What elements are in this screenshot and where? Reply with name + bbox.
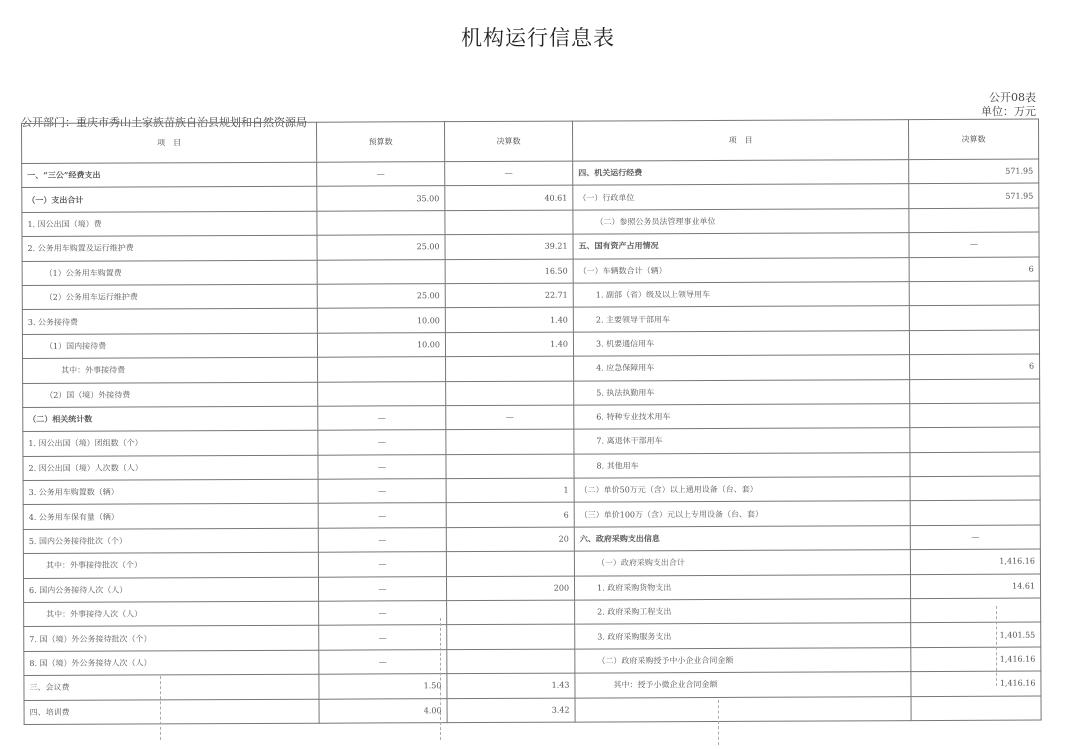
right-final-cell [909, 281, 1039, 306]
right-item-cell: 3. 机要通信用车 [573, 330, 909, 356]
left-final-cell [447, 625, 575, 650]
left-item-cell: 四、培训费 [24, 699, 319, 725]
department-label: 公开部门：重庆市秀山土家族苗族自治县规划和自然资源局 [21, 116, 307, 129]
right-item-cell: 六、政府采购支出信息 [574, 525, 910, 551]
right-final-cell: 14.61 [910, 574, 1040, 599]
left-budget-cell: 1.50 [319, 674, 447, 699]
right-final-cell: 1,416.16 [911, 647, 1041, 672]
header-left-item: 项 目 [22, 122, 317, 163]
right-item-cell: （一）车辆数合计（辆） [573, 257, 909, 283]
right-item-cell: （一）政府采购支出合计 [574, 550, 910, 576]
header-right-final: 决算数 [908, 119, 1038, 160]
left-final-cell: 16.50 [445, 259, 573, 284]
right-item-cell: （一）行政单位 [573, 184, 909, 210]
left-item-cell: （二）相关统计数 [23, 406, 318, 432]
left-item-cell: （1）公务用车购置费 [22, 260, 317, 286]
left-final-cell [445, 210, 573, 235]
left-item-cell: 2. 公务用车购置及运行维护费 [22, 235, 317, 261]
right-item-cell: （三）单价100万（含）元以上专用设备（台、套） [574, 501, 910, 527]
left-budget-cell: — [317, 162, 445, 187]
left-budget-cell: — [318, 406, 446, 431]
right-final-cell: 571.95 [909, 159, 1039, 184]
left-budget-cell: — [318, 552, 446, 577]
left-budget-cell: 10.00 [317, 332, 445, 357]
left-final-cell: — [446, 405, 574, 430]
left-final-cell: — [445, 161, 573, 186]
right-item-cell: （二）参照公务员法管理事业单位 [573, 208, 909, 234]
left-item-cell: （一）支出合计 [22, 187, 317, 213]
scan-mark [160, 676, 162, 740]
left-item-cell: （1）国内接待费 [22, 333, 317, 359]
left-budget-cell: — [318, 454, 446, 479]
left-item-cell: 7. 国（境）外公务接待批次（个） [24, 626, 319, 652]
left-final-cell: 1.43 [447, 673, 575, 698]
left-budget-cell [318, 357, 446, 382]
right-final-cell: 1,416.16 [911, 671, 1041, 696]
left-budget-cell: — [319, 601, 447, 626]
right-item-cell: 四、机关运行经费 [573, 160, 909, 186]
left-final-cell: 1.40 [445, 307, 573, 332]
right-final-cell [910, 427, 1040, 452]
left-budget-cell: 35.00 [317, 186, 445, 211]
left-budget-cell: — [319, 625, 447, 650]
right-final-cell [910, 476, 1040, 501]
left-budget-cell: — [318, 528, 446, 553]
left-budget-cell: — [318, 430, 446, 455]
header-final: 决算数 [444, 121, 572, 162]
header-right-item: 项 目 [572, 120, 908, 161]
left-item-cell: 2. 因公出国（境）人次数（人） [23, 455, 318, 481]
left-final-cell [446, 429, 574, 454]
left-final-cell: 40.61 [445, 185, 573, 210]
left-item-cell: 4. 公务用车保有量（辆） [23, 504, 318, 530]
left-item-cell: 8. 国（境）外公务接待人次（人） [24, 650, 319, 676]
scan-mark [718, 700, 720, 745]
left-budget-cell [317, 210, 445, 235]
left-item-cell: （2）公务用车运行维护费 [22, 284, 317, 310]
page-title: 机构运行信息表 [461, 26, 615, 50]
left-item-cell: 其中：外事接待批次（个） [23, 552, 318, 578]
right-item-cell: 1. 副部（省）级及以上领导用车 [573, 282, 909, 308]
left-final-cell [446, 381, 574, 406]
left-budget-cell: — [318, 479, 446, 504]
form-code: 公开08表 [989, 91, 1036, 104]
right-item-cell: 3. 政府采购服务支出 [575, 623, 911, 649]
right-final-cell: 6 [909, 257, 1039, 282]
left-budget-cell: 4.00 [319, 698, 447, 723]
right-final-cell [910, 379, 1040, 404]
left-item-cell: 一、“三公”经费支出 [22, 162, 317, 188]
left-budget-cell: 10.00 [317, 308, 445, 333]
right-item-cell: 其中：授予小微企业合同金额 [575, 672, 911, 698]
right-final-cell: 571.95 [909, 183, 1039, 208]
left-budget-cell: 25.00 [317, 284, 445, 309]
right-item-cell [575, 696, 911, 722]
left-item-cell: 1. 因公出国（境）费 [22, 211, 317, 237]
right-item-cell: 5. 执法执勤用车 [574, 379, 910, 405]
right-final-cell: 1,401.55 [911, 622, 1041, 647]
right-final-cell: — [909, 232, 1039, 257]
right-item-cell: 7. 离退休干部用车 [574, 428, 910, 454]
right-item-cell: 1. 政府采购货物支出 [574, 574, 910, 600]
right-item-cell: （二）单价50万元（含）以上通用设备（台、套） [574, 477, 910, 503]
right-final-cell: 6 [910, 354, 1040, 379]
right-final-cell: — [910, 525, 1040, 550]
left-final-cell [446, 551, 574, 576]
right-final-cell [909, 330, 1039, 355]
left-final-cell [446, 454, 574, 479]
left-item-cell: 6. 国内公务接待人次（人） [23, 577, 318, 603]
left-final-cell: 1 [446, 478, 574, 503]
scan-mark [996, 606, 998, 686]
left-budget-cell: — [319, 649, 447, 674]
left-item-cell: 3. 公务用车购置数（辆） [23, 479, 318, 505]
left-final-cell: 6 [446, 503, 574, 528]
header-budget: 预算数 [316, 122, 444, 163]
right-item-cell: 2. 政府采购工程支出 [575, 599, 911, 625]
left-final-cell: 1.40 [445, 332, 573, 357]
left-item-cell: 5. 国内公务接待批次（个） [23, 528, 318, 554]
right-final-cell: 1,416.16 [910, 549, 1040, 574]
left-item-cell: 其中：外事接待费 [23, 357, 318, 383]
left-budget-cell: 25.00 [317, 235, 445, 260]
right-item-cell: 6. 特种专业技术用车 [574, 404, 910, 430]
right-final-cell [909, 305, 1039, 330]
left-final-cell [447, 600, 575, 625]
right-item-cell: 五、国有资产占用情况 [573, 233, 909, 259]
info-table [21, 119, 1042, 725]
right-final-cell [910, 501, 1040, 526]
left-item-cell: （2）国（境）外接待费 [23, 382, 318, 408]
left-budget-cell: — [318, 576, 446, 601]
left-item-cell: 3. 公务接待费 [22, 309, 317, 335]
table-header-row [22, 119, 1039, 163]
table-row [24, 696, 1041, 725]
right-item-cell: 8. 其他用车 [574, 452, 910, 478]
left-budget-cell: — [318, 503, 446, 528]
right-final-cell [911, 598, 1041, 623]
right-final-cell [911, 696, 1041, 721]
right-item-cell: 2. 主要领导干部用车 [573, 306, 909, 332]
right-final-cell [909, 208, 1039, 233]
left-item-cell: 其中：外事接待人次（人） [24, 601, 319, 627]
right-item-cell: （二）政府采购授予中小企业合同金额 [575, 647, 911, 673]
left-final-cell [447, 649, 575, 674]
left-final-cell: 3.42 [447, 698, 575, 723]
left-final-cell [446, 356, 574, 381]
left-final-cell: 22.71 [445, 283, 573, 308]
right-final-cell [910, 403, 1040, 428]
left-budget-cell [318, 381, 446, 406]
left-budget-cell [317, 259, 445, 284]
left-final-cell: 39.21 [445, 234, 573, 259]
scan-mark [440, 618, 442, 740]
left-item-cell: 1. 因公出国（境）团组数（个） [23, 431, 318, 457]
left-item-cell: 三、会议费 [24, 674, 319, 700]
left-final-cell: 20 [446, 527, 574, 552]
right-final-cell [910, 452, 1040, 477]
left-final-cell: 200 [446, 576, 574, 601]
right-item-cell: 4. 应急保障用车 [574, 355, 910, 381]
unit-label: 单位：万元 [981, 105, 1036, 118]
